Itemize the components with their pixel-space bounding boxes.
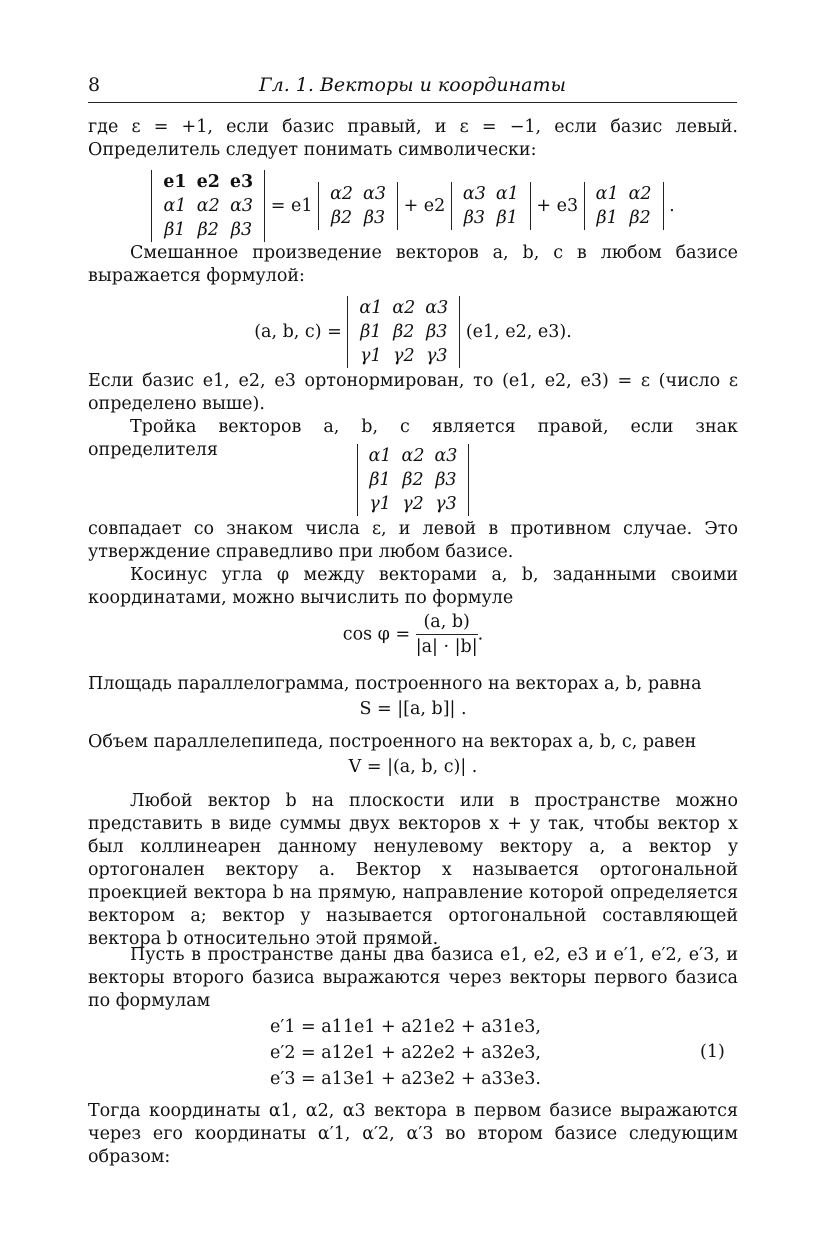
equation-number: (1) [700,1042,725,1062]
matrix-row [458,206,524,230]
matrix-row [158,170,258,194]
matrix-row [354,344,453,368]
transform-line-3: e′3 = a13e1 + a23e2 + a33e3. [270,1069,541,1089]
equation-basis-transform [270,1014,570,1092]
matrix-cell: α3 [230,196,254,216]
matrix-cell: β2 [197,220,219,240]
paragraph-right-triple: Тройка векторов a, b, c является правой, если знак определителя [88,417,738,460]
matrix-cell: β1 [369,470,391,490]
matrix-cell: α1 [163,196,187,216]
matrix-cell: γ1 [369,494,391,514]
matrix-minor-1 [318,182,398,230]
matrix-cell: e1 [163,172,187,192]
matrix-cell: α1 [359,298,383,318]
matrix-row [591,182,657,206]
matrix-cell: e3 [229,172,254,192]
matrix-cell: β3 [435,470,457,490]
matrix-cell: α1 [595,184,619,204]
matrix-cell: γ2 [402,494,424,514]
matrix-cell: α1 [368,446,392,466]
eq-plus-e3: + e3 [536,196,579,216]
eq-e1: = e1 [270,196,313,216]
matrix-cell: α3 [462,184,486,204]
matrix-cell: α2 [401,446,425,466]
matrix-cell: γ2 [393,346,415,366]
matrix-row [364,468,463,492]
matrix-row [325,206,391,230]
running-header [88,72,737,103]
paragraph-cosine: Косинус угла φ между векторами a, b, заданными своими координатами, можно вычислить по формуле [88,565,738,608]
matrix-cell: β2 [393,322,415,342]
matrix-minor-2 [451,182,531,230]
matrix-cell: α2 [628,184,652,204]
matrix-cell: α3 [425,298,449,318]
matrix-row [354,296,453,320]
matrix-cell: β2 [330,208,353,228]
matrix-cell: β3 [463,208,485,228]
cos-end: . [477,624,484,645]
matrix-row [158,218,258,242]
paragraph-mixed-product: Смешанное произведение векторов a, b, c в любом базисе выражается формулой: [88,243,738,286]
matrix-cell: α2 [196,196,220,216]
paragraph-change-of-basis: Пусть в пространстве даны два базиса e1, e2, e3 и e′1, e′2, e′3, и векторы второго базиса выражаются через векторы первого базиса по формулам [88,945,738,1011]
chapter-title: Гл. 1. Векторы и координаты [259,74,566,96]
eq-plus-e2: + e2 [403,196,446,216]
matrix-row [158,194,258,218]
matrix-row [458,182,524,206]
matrix-cell: β3 [426,322,448,342]
transform-line-2: e′2 = a12e1 + a22e2 + a32e3, [270,1043,541,1063]
paragraph-coordinates-transform: Тогда координаты α1, α2, α3 вектора в первом базисе выражаются через его координаты α′1, α′2, α′3 во втором базисе следующим образом: [88,1101,738,1167]
matrix-cell: γ1 [360,346,382,366]
matrix-cell: β3 [230,220,253,240]
equation-volume: V = |(a, b, c)| . [348,757,478,777]
matrix-coordinates [347,296,460,368]
paragraph-projection: Любой вектор b на плоскости или в пространстве можно представить в виде суммы двух векторов x + y так, чтобы вектор x был коллинеарен данному ненулевому вектору a, а вектор y ортогонален вектору a. Вектор x называется ортогональной проекцией вектора b на прямую, направление которой определяется вектором a; вектор y называется ортогональной составляющей вектора b относительно этой прямой. [88,791,738,949]
matrix-cell: α1 [495,184,519,204]
matrix-cell: γ3 [435,494,457,514]
matrix-row [591,206,657,230]
matrix-row [354,320,453,344]
paragraph-parallelepiped: Объем параллелепипеда, построенного на векторах a, b, c, равен [88,732,697,752]
matrix-cell: α3 [363,184,386,204]
matrix-cell: β3 [363,208,386,228]
matrix-cell: β2 [402,470,424,490]
mixed-product-rhs: (e1, e2, e3). [465,322,572,342]
eq-end: . [669,196,675,216]
matrix-cell: α3 [434,446,458,466]
paragraph-basis-sign: где ε = +1, если базис правый, и ε = −1, если базис левый. Определитель следует понимать символически: [88,117,738,160]
matrix-row [364,492,463,516]
matrix-cell: β1 [496,208,518,228]
matrix-cell: β1 [360,322,382,342]
matrix-cell: γ3 [425,346,448,366]
matrix-cell: β2 [629,208,651,228]
cos-lhs: cos φ = [342,624,411,645]
transform-line-1: e′1 = a11e1 + a21e2 + a31e3, [270,1017,541,1037]
equation-orientation-determinant [88,444,738,516]
matrix-row [325,182,391,206]
matrix-cell: β1 [596,208,618,228]
equation-mixed-product [88,296,738,368]
cos-fraction [416,612,478,657]
matrix-3x3-symbolic [151,170,265,242]
equation-cross-product-determinant [88,170,738,242]
equation-area: S = |[a, b]| . [359,699,467,719]
paragraph-orthonormal: Если базис e1, e2, e3 ортонормирован, то (e1, e2, e3) = ε (число ε определено выше). [88,371,738,414]
matrix-row [364,444,463,468]
paragraph-sign: совпадает со знаком числа ε, и левой в противном случае. Это утверждение справедливо при любом базисе. [88,519,738,562]
paragraph-parallelogram: Площадь параллелограмма, построенного на векторах a, b, равна [88,674,702,694]
equation-cosine [88,612,738,657]
matrix-cell: e2 [196,172,220,192]
page-number: 8 [88,74,101,96]
cos-denominator: |a| · |b| [415,637,478,657]
matrix-orientation [357,444,470,516]
matrix-minor-3 [584,182,664,230]
matrix-cell: β1 [164,220,186,240]
matrix-cell: α2 [392,298,416,318]
matrix-cell: α2 [330,184,354,204]
cos-numerator: (a, b) [416,612,478,635]
mixed-product-lhs: (a, b, c) = [254,322,342,342]
